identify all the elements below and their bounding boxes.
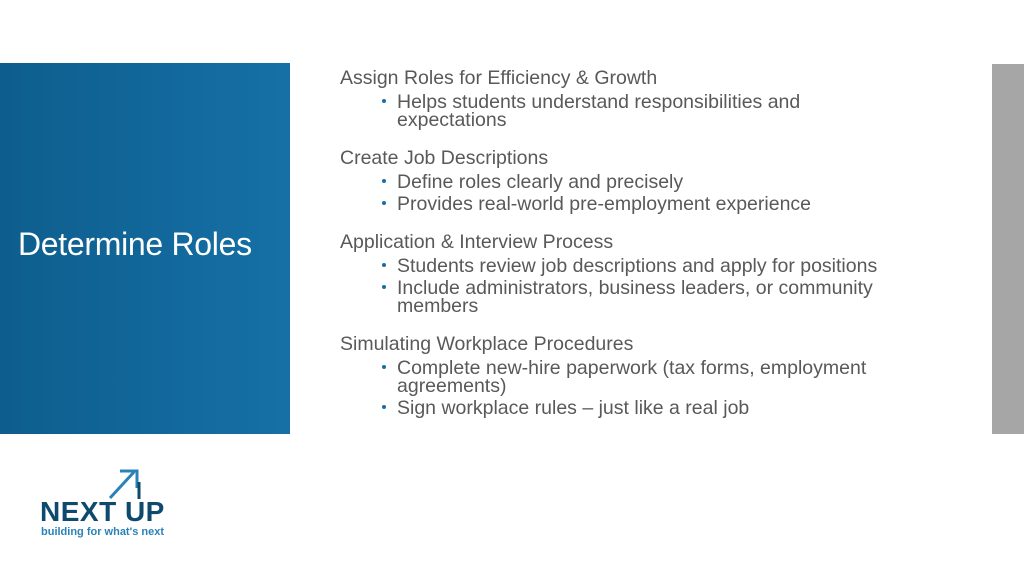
bullet-item [380,93,900,129]
slide-content [340,67,900,435]
bullet-list [340,257,900,315]
bullet-text: Define roles clearly and precisely [397,171,684,193]
next-up-logo [40,468,190,542]
bullet-text: Helps students understand responsibilities and expectations [397,91,801,131]
section [340,231,900,315]
bullet-text: Include administrators, business leaders, or community members [397,277,873,317]
side-accent-bar [992,64,1024,434]
bullet-text: Complete new-hire paperwork (tax forms, employment agreements) [397,357,867,397]
bullet-item [380,359,900,395]
bullet-icon [382,201,386,205]
slide-title: Determine Roles [18,226,252,262]
logo-tagline: building for what's next [41,526,165,538]
section-heading: Create Job Descriptions [340,147,549,169]
bullet-icon [382,365,386,369]
section [340,67,900,129]
bullet-icon [382,99,386,103]
bullet-item [380,195,900,213]
bullet-icon [382,263,386,267]
section-heading: Assign Roles for Efficiency & Growth [340,67,658,89]
bullet-list [340,173,900,213]
section-heading: Simulating Workplace Procedures [340,333,634,355]
bullet-icon [382,285,386,289]
section [340,147,900,213]
bullet-text: Students review job descriptions and apply for positions [397,255,878,277]
bullet-item [380,399,900,417]
bullet-text: Provides real-world pre-employment experience [397,193,812,215]
section-heading: Application & Interview Process [340,231,614,253]
bullet-icon [382,405,386,409]
bullet-icon [382,179,386,183]
bullet-item [380,173,900,191]
bullet-list [340,359,900,417]
logo-name: NEXT UP [40,496,165,527]
bullet-text: Sign workplace rules – just like a real job [397,397,750,419]
section [340,333,900,417]
bullet-item [380,279,900,315]
bullet-item [380,257,900,275]
bullet-list [340,93,900,129]
